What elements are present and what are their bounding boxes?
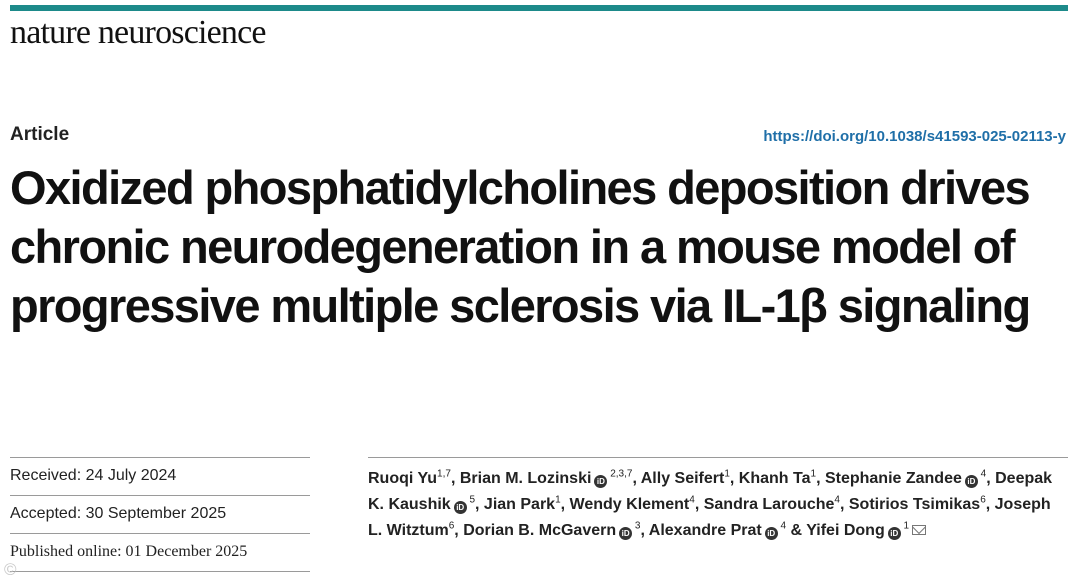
author-list: Ruoqi Yu$^{1,7}$, Brian M. Lozinski iD $^{2,3,7}$, Ally Seifert$^1$, Khanh Ta$^1$, Stephanie Zandee iD $^4$, Deepak K. Kaushik iD $^5$, Jian Park$^1$, Wendy Klement$^4$, Sandra Larouche$^4$, Sotirios Tsimikas$^6$, Joseph L. Witztum$^6$, Dorian B. McGavern iD $^3$, Alexandre Prat iD $^4$ & Yifei Dong iD $^1$	[368, 468, 1053, 539]
top-rule	[10, 5, 1068, 11]
author-name[interactable]: Deepak K. Kaushik	[368, 470, 1053, 513]
author-name[interactable]: Wendy Klement	[569, 496, 690, 513]
author-affiliation-sup: 4	[834, 494, 840, 506]
orcid-icon[interactable]: iD	[454, 501, 467, 514]
author-affiliation-sup: 4	[977, 468, 987, 480]
author-affiliation-sup: 4	[777, 520, 787, 532]
journal-name: nature neuroscience	[10, 14, 266, 51]
author-name[interactable]: Joseph L. Witztum	[368, 496, 1051, 539]
email-icon[interactable]	[912, 525, 926, 535]
author-affiliation-sup: 3	[632, 520, 641, 532]
author-name[interactable]: Sotirios Tsimikas	[848, 496, 981, 513]
orcid-icon[interactable]: iD	[619, 527, 632, 540]
publication-dates	[10, 457, 310, 572]
orcid-icon[interactable]: iD	[965, 475, 978, 488]
author-name[interactable]: Khanh Ta	[738, 470, 811, 487]
author-name[interactable]: Sandra Larouche	[703, 496, 835, 513]
author-affiliation-sup: 1	[810, 468, 817, 480]
orcid-icon[interactable]: iD	[888, 527, 901, 540]
author-affiliation-sup: 1,7	[437, 468, 451, 480]
doi-link[interactable]: https://doi.org/10.1038/s41593-025-02113-y	[763, 128, 1066, 145]
author-affiliation-sup: 1	[724, 468, 730, 480]
watermark: ©	[4, 560, 17, 579]
dates-bottom-rule	[10, 571, 310, 572]
author-affiliation-sup: 1	[900, 520, 910, 532]
author-name[interactable]: Brian M. Lozinski	[459, 470, 592, 487]
author-name[interactable]: Yifei Dong	[806, 522, 885, 539]
accepted-date: Accepted: 30 September 2025	[10, 495, 310, 533]
author-name[interactable]: Ruoqi Yu	[368, 470, 438, 487]
author-affiliation-sup: 6	[980, 494, 986, 506]
author-affiliation-sup: 5	[466, 494, 476, 506]
author-name[interactable]: Ally Seifert	[640, 470, 725, 487]
article-type-label: Article	[10, 124, 70, 145]
author-name[interactable]: Dorian B. McGavern	[463, 522, 617, 539]
author-list-box	[368, 457, 1068, 544]
published-date: Published online: 01 December 2025	[10, 533, 310, 571]
author-affiliation-sup: 1	[555, 494, 561, 506]
orcid-icon[interactable]: iD	[765, 527, 778, 540]
author-affiliation-sup: 4	[689, 494, 695, 506]
orcid-icon[interactable]: iD	[594, 475, 607, 488]
author-affiliation-sup: 2,3,7	[607, 468, 633, 480]
author-affiliation-sup: 6	[448, 520, 455, 532]
article-title: Oxidized phosphatidylcholines deposition drives chronic neurodegeneration in a mouse model of progressive multiple sclerosis via IL-1β signaling	[10, 161, 1030, 332]
received-date: Received: 24 July 2024	[10, 457, 310, 495]
author-name[interactable]: Jian Park	[483, 496, 556, 513]
author-name[interactable]: Stephanie Zandee	[824, 470, 962, 487]
author-name[interactable]: Alexandre Prat	[648, 522, 762, 539]
